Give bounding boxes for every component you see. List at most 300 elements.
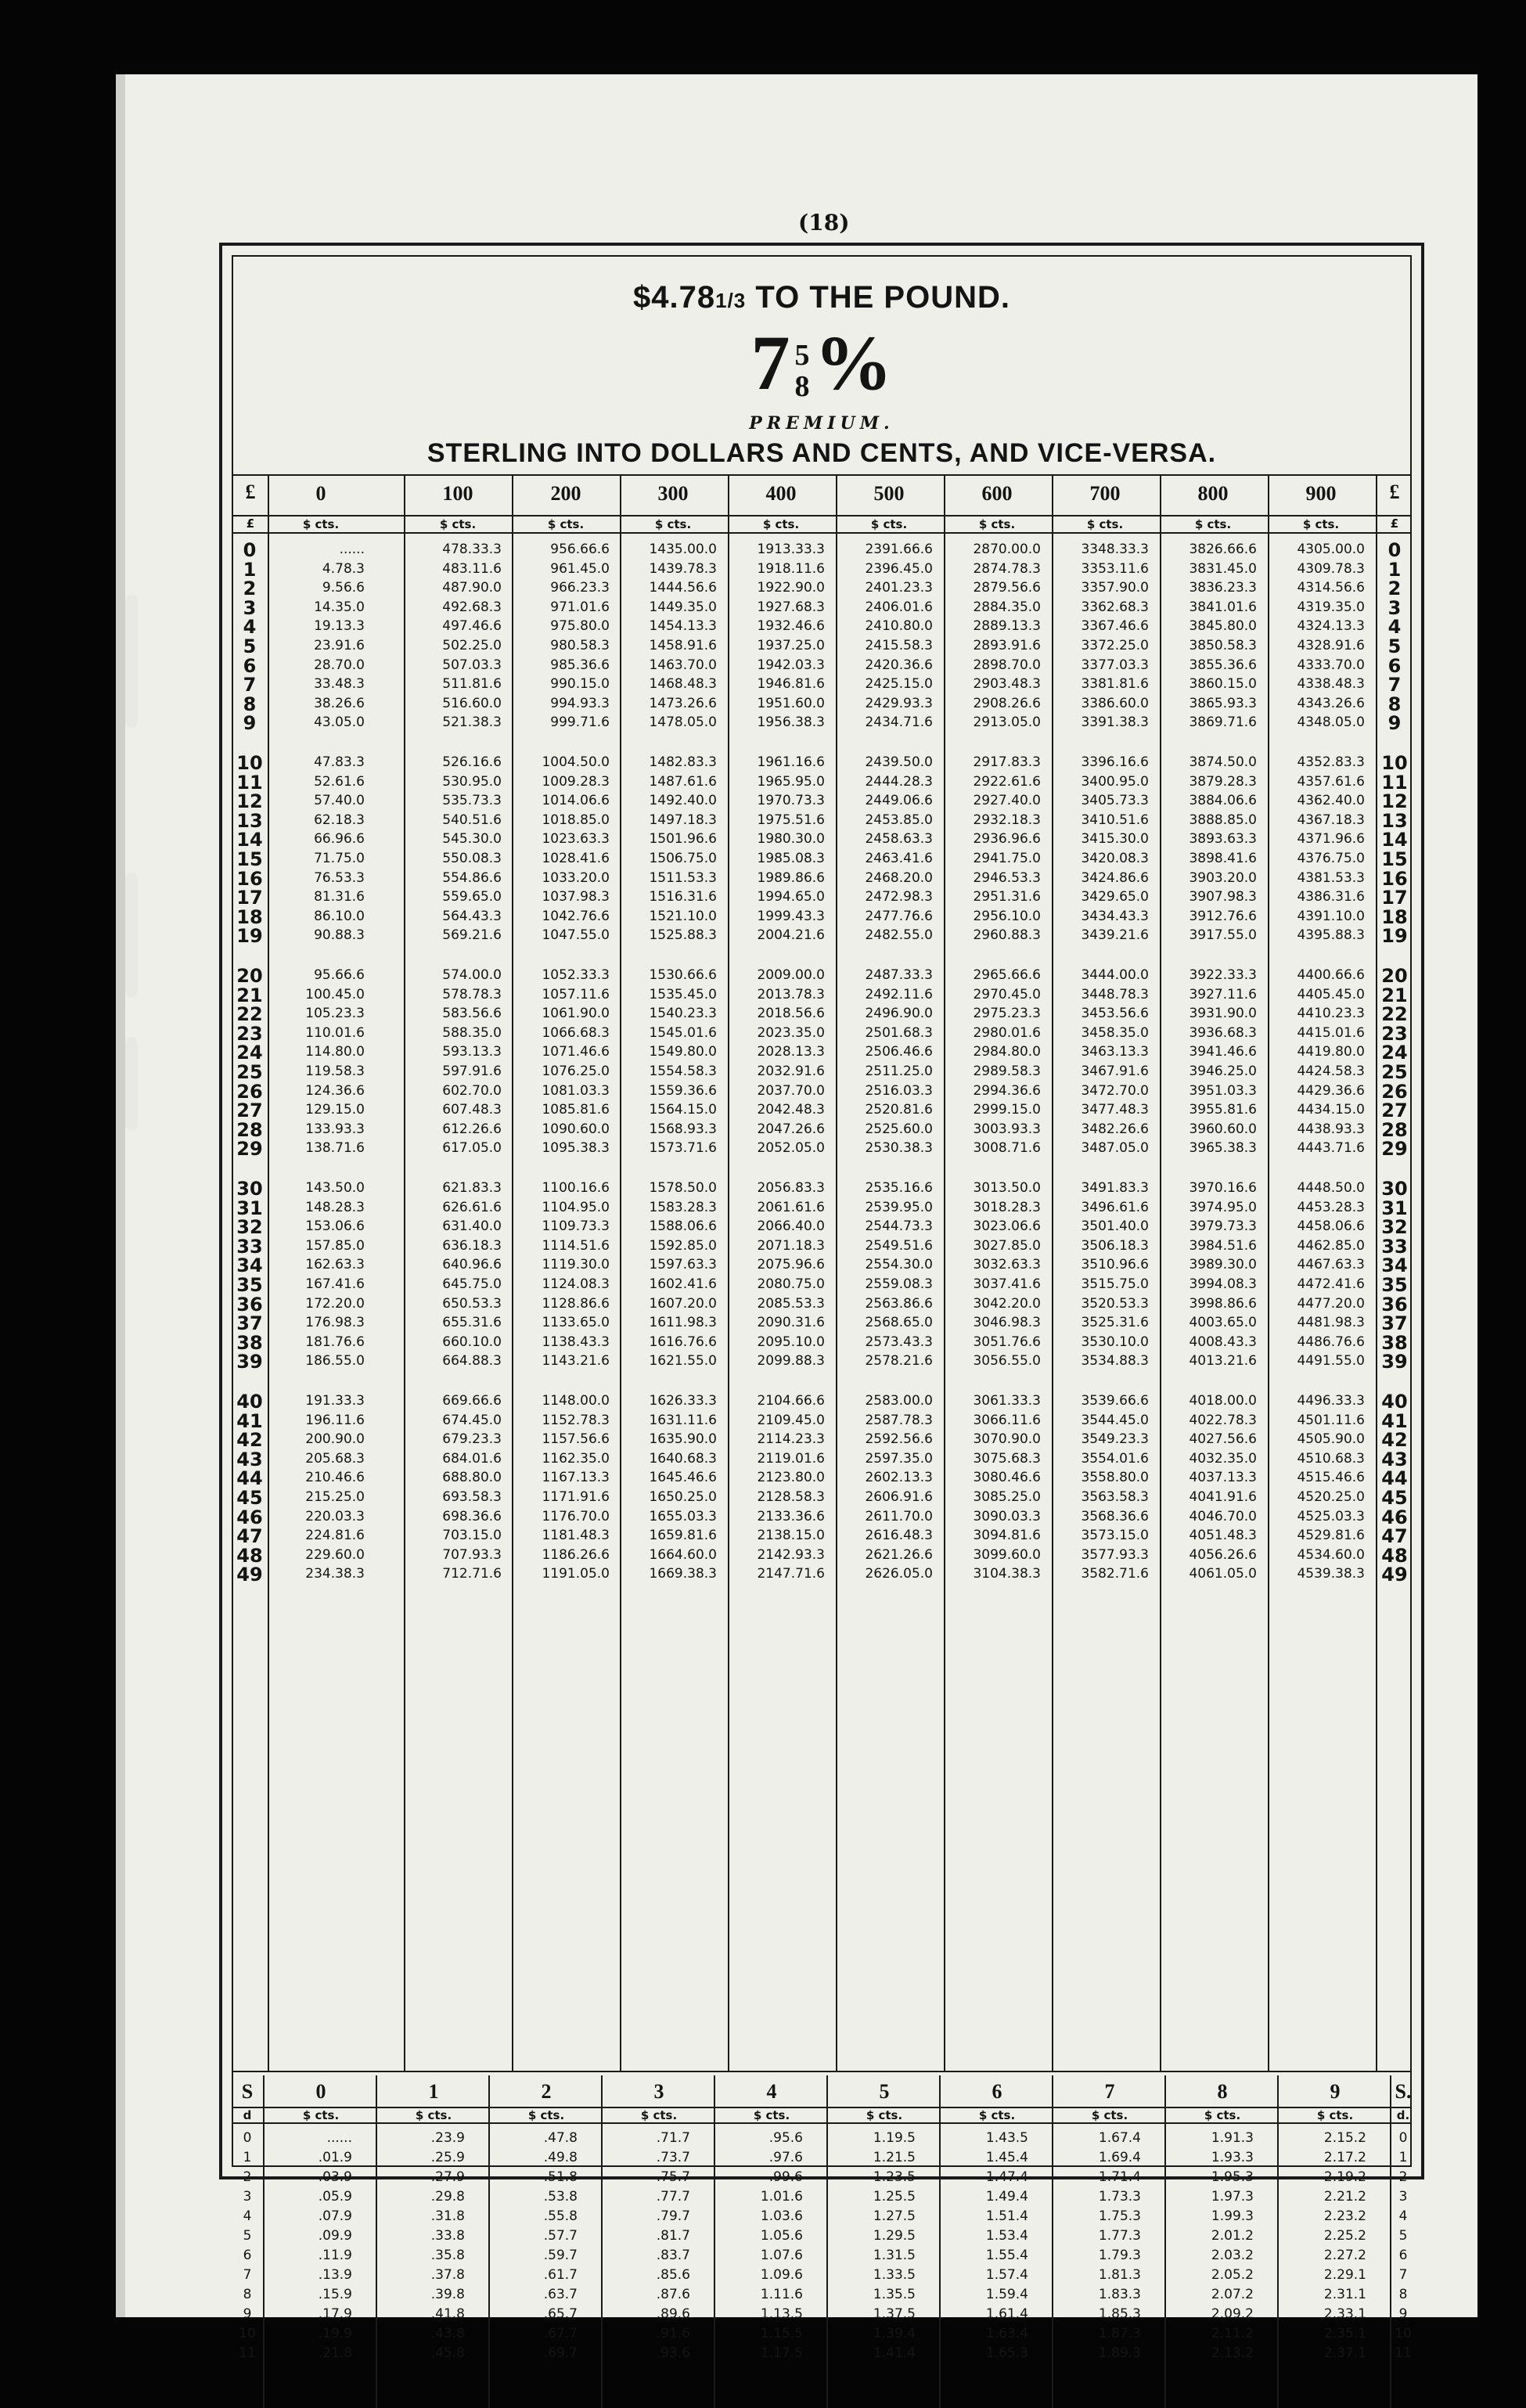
- column-unit: $ cts.: [866, 2108, 903, 2122]
- table-cell: 698.36.6: [442, 1508, 502, 1524]
- table-cell: 1.19.5: [873, 2130, 916, 2146]
- table-cell: 1004.50.0: [542, 754, 610, 770]
- table-cell: 2.17.2: [1323, 2150, 1366, 2165]
- page-number: (18): [798, 210, 850, 236]
- table-cell: .65.7: [543, 2306, 578, 2322]
- row-label: 49: [236, 1564, 263, 1586]
- table-cell: 1119.30.0: [542, 1257, 610, 1273]
- table-cell: 2.33.1: [1323, 2306, 1366, 2322]
- table-cell: .61.7: [543, 2267, 578, 2283]
- table-cell: 2970.45.0: [973, 986, 1041, 1002]
- column-header: 4: [766, 2080, 777, 2103]
- table-cell: 530.95.0: [442, 773, 502, 790]
- table-cell: 2908.26.6: [973, 695, 1041, 711]
- table-cell: 1458.91.6: [649, 638, 717, 653]
- table-cell: 4462.85.0: [1297, 1237, 1365, 1254]
- table-cell: .07.9: [318, 2208, 352, 2224]
- table-cell: 1095.38.3: [542, 1140, 610, 1157]
- table-cell: 3070.90.0: [973, 1431, 1041, 1448]
- table-cell: 3444.00.0: [1081, 967, 1149, 983]
- table-cell: 4305.00.0: [1297, 542, 1365, 557]
- table-cell: 3831.45.0: [1189, 560, 1257, 577]
- row-label: 32: [236, 1216, 263, 1239]
- table-cell: 4529.81.6: [1297, 1528, 1365, 1544]
- table-cell: 1133.65.0: [542, 1315, 610, 1331]
- table-cell: 4405.45.0: [1297, 986, 1365, 1002]
- table-cell: .81.7: [656, 2228, 690, 2244]
- table-cell: 2960.88.3: [973, 927, 1041, 944]
- table-cell: 3927.11.6: [1189, 986, 1257, 1002]
- row-label: 27: [236, 1100, 263, 1122]
- table-cell: 1664.60.0: [649, 1546, 717, 1563]
- table-cell: 2870.00.0: [973, 542, 1041, 557]
- table-cell: 2573.43.3: [865, 1334, 933, 1350]
- table-cell: .25.9: [430, 2150, 465, 2165]
- pence-unit-label: d: [243, 2108, 252, 2122]
- table-cell: 3405.73.3: [1081, 793, 1149, 809]
- table-cell: 4472.41.6: [1297, 1276, 1365, 1292]
- column-divider: [488, 2075, 490, 2408]
- row-label: 1: [243, 2150, 252, 2165]
- table-cell: 1545.01.6: [649, 1024, 717, 1041]
- table-cell: 4362.40.0: [1297, 793, 1365, 809]
- table-cell: 1028.41.6: [542, 851, 610, 866]
- table-cell: 4328.91.6: [1297, 638, 1365, 653]
- table-cell: 4027.56.6: [1189, 1431, 1257, 1448]
- row-label: 11: [239, 2345, 256, 2361]
- row-label: 9: [1398, 2306, 1408, 2322]
- table-cell: 3386.60.0: [1081, 695, 1149, 711]
- column-unit: $ cts.: [978, 2108, 1016, 2122]
- table-cell: 2114.23.3: [757, 1431, 825, 1448]
- row-label: 2: [1398, 2169, 1408, 2185]
- table-cell: 497.46.6: [442, 618, 502, 635]
- row-label: 14: [1381, 829, 1408, 851]
- table-cell: 1985.08.3: [757, 851, 825, 866]
- premium-numerator: 5: [794, 339, 810, 373]
- table-cell: 9.56.6: [322, 580, 365, 596]
- table-cell: 1975.51.6: [757, 812, 825, 828]
- table-cell: 28.70.0: [314, 657, 365, 673]
- table-cell: 569.21.6: [442, 927, 502, 944]
- table-cell: 2874.78.3: [973, 560, 1041, 577]
- table-cell: 3855.36.6: [1189, 657, 1257, 673]
- table-cell: 66.96.6: [314, 831, 365, 848]
- table-cell: 4348.05.0: [1297, 714, 1365, 731]
- pound-corner-label: £: [1389, 481, 1400, 503]
- table-cell: 2.07.2: [1211, 2287, 1254, 2302]
- table-cell: 3501.40.0: [1081, 1218, 1149, 1235]
- table-cell: 3530.10.0: [1081, 1334, 1149, 1350]
- table-cell: 2975.23.3: [973, 1006, 1041, 1022]
- row-label: 27: [1381, 1100, 1408, 1122]
- table-cell: 3884.06.6: [1189, 793, 1257, 809]
- table-cell: 1970.73.3: [757, 793, 825, 809]
- row-label: 35: [1381, 1274, 1408, 1296]
- table-cell: 487.90.0: [442, 580, 502, 596]
- table-cell: 2425.15.0: [865, 676, 933, 693]
- row-label: 33: [236, 1235, 263, 1258]
- table-cell: 1932.46.6: [757, 618, 825, 635]
- table-cell: 597.91.6: [442, 1064, 502, 1079]
- pound-unit-label: £: [1390, 517, 1399, 531]
- table-cell: 4041.91.6: [1189, 1489, 1257, 1505]
- table-cell: 4037.13.3: [1189, 1470, 1257, 1486]
- table-cell: 3893.63.3: [1189, 831, 1257, 848]
- table-cell: 4056.26.6: [1189, 1546, 1257, 1563]
- table-cell: 2879.56.6: [973, 580, 1041, 596]
- table-cell: 1066.68.3: [542, 1024, 610, 1041]
- table-cell: 4467.63.3: [1297, 1257, 1365, 1273]
- table-cell: 1922.90.0: [757, 580, 825, 596]
- table-cell: 176.98.3: [305, 1315, 365, 1331]
- row-label: 30: [1381, 1178, 1408, 1200]
- table-cell: 3534.88.3: [1081, 1353, 1149, 1370]
- table-cell: .23.9: [430, 2130, 465, 2146]
- row-label: 12: [1381, 790, 1408, 813]
- row-label: 22: [236, 1003, 263, 1026]
- table-cell: 3400.95.0: [1081, 773, 1149, 790]
- table-cell: 1659.81.6: [649, 1528, 717, 1544]
- table-cell: 1.99.3: [1211, 2208, 1254, 2224]
- table-cell: 3841.01.6: [1189, 599, 1257, 615]
- table-cell: 1645.46.6: [649, 1470, 717, 1486]
- table-cell: 3008.71.6: [973, 1140, 1041, 1157]
- column-unit: $ cts.: [753, 2108, 790, 2122]
- row-label: 42: [1381, 1429, 1408, 1452]
- table-cell: 2109.45.0: [757, 1412, 825, 1428]
- table-cell: 1014.06.6: [542, 793, 610, 809]
- table-cell: 478.33.3: [442, 542, 502, 557]
- row-label: 5: [243, 2228, 252, 2244]
- table-cell: 3554.01.6: [1081, 1450, 1149, 1467]
- table-cell: 1.81.3: [1098, 2267, 1141, 2283]
- column-header: 9: [1330, 2080, 1341, 2103]
- table-cell: 1.59.4: [985, 2287, 1028, 2302]
- row-label: 9: [243, 712, 257, 735]
- column-divider: [714, 2075, 715, 2408]
- table-cell: .27.9: [430, 2169, 465, 2185]
- table-cell: 1.15.5: [760, 2326, 803, 2341]
- table-cell: 2616.48.3: [865, 1528, 933, 1544]
- table-cell: 994.93.3: [550, 695, 610, 711]
- table-cell: 4419.80.0: [1297, 1044, 1365, 1060]
- table-cell: 3577.93.3: [1081, 1546, 1149, 1563]
- row-label: 26: [1381, 1080, 1408, 1103]
- table-cell: 76.53.3: [314, 869, 365, 886]
- table-cell: 1138.43.3: [542, 1334, 610, 1350]
- table-cell: 2052.05.0: [757, 1140, 825, 1157]
- table-cell: 138.71.6: [305, 1140, 365, 1157]
- table-cell: 1124.08.3: [542, 1276, 610, 1292]
- table-cell: .87.6: [656, 2287, 690, 2302]
- table-cell: 1554.58.3: [649, 1064, 717, 1079]
- column-header: 600: [981, 482, 1013, 505]
- table-cell: 4481.98.3: [1297, 1315, 1365, 1331]
- table-cell: .41.8: [430, 2306, 465, 2322]
- row-label: 3: [243, 596, 257, 619]
- table-cell: 1128.86.6: [542, 1295, 610, 1312]
- table-cell: 1449.35.0: [649, 599, 717, 615]
- row-label: 10: [239, 2326, 256, 2341]
- table-cell: 1.17.5: [760, 2345, 803, 2361]
- table-cell: 196.11.6: [305, 1412, 365, 1428]
- column-unit: $ cts.: [302, 517, 340, 531]
- table-cell: 2.15.2: [1323, 2130, 1366, 2146]
- table-cell: 2468.20.0: [865, 869, 933, 886]
- column-divider: [620, 474, 621, 2071]
- table-cell: 2554.30.0: [865, 1257, 933, 1273]
- table-cell: 3869.71.6: [1189, 714, 1257, 731]
- table-cell: 1444.56.6: [649, 580, 717, 596]
- table-cell: 3984.51.6: [1189, 1237, 1257, 1254]
- table-cell: 4376.75.0: [1297, 851, 1365, 866]
- table-cell: 2.03.2: [1211, 2248, 1254, 2263]
- column-unit: $ cts.: [654, 517, 692, 531]
- table-cell: 602.70.0: [442, 1082, 502, 1099]
- table-cell: 2568.65.0: [865, 1315, 933, 1331]
- column-unit: $ cts.: [1204, 2108, 1241, 2122]
- row-label: 6: [1398, 2248, 1408, 2263]
- table-cell: 4338.48.3: [1297, 676, 1365, 693]
- table-cell: 3367.46.6: [1081, 618, 1149, 635]
- table-cell: 2463.41.6: [865, 851, 933, 866]
- table-cell: 3085.25.0: [973, 1489, 1041, 1505]
- table-cell: 1.61.4: [985, 2306, 1028, 2322]
- row-label: 3: [243, 2189, 252, 2205]
- row-label: 21: [236, 984, 263, 1006]
- row-label: 20: [236, 965, 263, 987]
- row-label: 29: [236, 1138, 263, 1161]
- table-cell: 1009.28.3: [542, 773, 610, 790]
- table-cell: 1478.05.0: [649, 714, 717, 731]
- table-cell: 143.50.0: [305, 1180, 365, 1196]
- table-cell: 1578.50.0: [649, 1180, 717, 1196]
- table-cell: 3434.43.3: [1081, 908, 1149, 924]
- table-cell: 550.08.3: [442, 851, 502, 866]
- table-cell: 1501.96.6: [649, 831, 717, 848]
- row-label: 6: [243, 654, 257, 677]
- table-cell: 2.21.2: [1323, 2189, 1366, 2205]
- table-cell: 1626.33.3: [649, 1393, 717, 1409]
- column-divider: [836, 474, 837, 2071]
- table-cell: 1.89.3: [1098, 2345, 1141, 2361]
- table-cell: 1487.61.6: [649, 773, 717, 790]
- shilling-corner-label: S: [241, 2080, 254, 2103]
- table-cell: 4534.60.0: [1297, 1546, 1365, 1563]
- table-cell: 4453.28.3: [1297, 1199, 1365, 1215]
- table-cell: 71.75.0: [314, 851, 365, 866]
- table-cell: 1.07.6: [760, 2248, 803, 2263]
- table-cell: 2434.71.6: [865, 714, 933, 731]
- table-cell: 3525.31.6: [1081, 1315, 1149, 1331]
- row-label: 32: [1381, 1216, 1408, 1239]
- table-cell: 2621.26.6: [865, 1546, 933, 1563]
- table-cell: 621.83.3: [442, 1180, 502, 1196]
- table-cell: 617.05.0: [442, 1140, 502, 1157]
- table-cell: 3836.23.3: [1189, 580, 1257, 596]
- table-cell: 2487.33.3: [865, 967, 933, 983]
- table-cell: 1492.40.0: [649, 793, 717, 809]
- table-cell: 4491.55.0: [1297, 1353, 1365, 1370]
- premium-percentage: [233, 318, 1410, 408]
- table-cell: .39.8: [430, 2287, 465, 2302]
- table-cell: 2936.96.6: [973, 831, 1041, 848]
- table-cell: 1463.70.0: [649, 657, 717, 673]
- table-cell: 3582.71.6: [1081, 1566, 1149, 1582]
- row-label: 31: [236, 1197, 263, 1219]
- rate-value: $4.78: [633, 280, 716, 315]
- table-cell: .71.7: [656, 2130, 690, 2146]
- table-cell: 1.09.6: [760, 2267, 803, 2283]
- table-cell: .13.9: [318, 2267, 352, 2283]
- rule-shilling-units: [233, 2122, 1410, 2124]
- row-label: 31: [1381, 1197, 1408, 1219]
- table-cell: 3936.68.3: [1189, 1024, 1257, 1041]
- rule-header: [233, 515, 1410, 517]
- table-cell: 1.31.5: [873, 2248, 916, 2263]
- table-cell: 4400.66.6: [1297, 967, 1365, 983]
- table-cell: 1.37.5: [873, 2306, 916, 2322]
- table-cell: 3094.81.6: [973, 1528, 1041, 1544]
- table-cell: 2410.80.0: [865, 618, 933, 635]
- row-label: 4: [1387, 616, 1402, 639]
- table-cell: 2578.21.6: [865, 1353, 933, 1370]
- table-cell: 3003.93.3: [973, 1121, 1041, 1137]
- table-cell: 2492.11.6: [865, 986, 933, 1002]
- column-header: 7: [1104, 2080, 1115, 2103]
- table-cell: 1.35.5: [873, 2287, 916, 2302]
- table-cell: 3955.81.6: [1189, 1102, 1257, 1118]
- table-cell: 985.36.6: [550, 657, 610, 673]
- table-cell: 191.33.3: [305, 1393, 365, 1409]
- table-cell: 3396.16.6: [1081, 754, 1149, 770]
- table-cell: 3826.66.6: [1189, 542, 1257, 557]
- table-cell: .17.9: [318, 2306, 352, 2322]
- row-label: 41: [236, 1409, 263, 1432]
- table-cell: 2530.38.3: [865, 1140, 933, 1157]
- row-label: 7: [1398, 2267, 1408, 2283]
- table-cell: 2.13.2: [1211, 2345, 1254, 2361]
- table-cell: 2.23.2: [1323, 2208, 1366, 2224]
- table-cell: 2506.46.6: [865, 1044, 933, 1060]
- table-cell: 1616.76.6: [649, 1334, 717, 1350]
- table-cell: 1951.60.0: [757, 695, 825, 711]
- table-frame: [219, 243, 1424, 2361]
- row-label: 6: [243, 2248, 252, 2263]
- table-cell: .53.8: [543, 2189, 578, 2205]
- table-cell: 33.48.3: [314, 676, 365, 693]
- table-cell: 19.13.3: [314, 618, 365, 635]
- table-cell: 1.73.3: [1098, 2189, 1141, 2205]
- table-cell: 3898.41.6: [1189, 851, 1257, 866]
- table-cell: .97.6: [768, 2150, 803, 2165]
- row-label: 47: [1381, 1525, 1408, 1548]
- table-cell: 516.60.0: [442, 695, 502, 711]
- table-cell: 535.73.3: [442, 793, 502, 809]
- table-cell: 1635.90.0: [649, 1431, 717, 1448]
- table-cell: 3410.51.6: [1081, 812, 1149, 828]
- table-cell: 1611.98.3: [649, 1315, 717, 1331]
- column-divider: [1052, 474, 1053, 2071]
- row-label: 44: [1381, 1467, 1408, 1490]
- rate-text: TO THE POUND.: [746, 280, 1010, 315]
- column-unit: $ cts.: [1316, 2108, 1354, 2122]
- table-cell: 956.66.6: [550, 542, 610, 557]
- column-divider: [1164, 2075, 1166, 2408]
- table-cell: 210.46.6: [305, 1470, 365, 1486]
- table-cell: 1033.20.0: [542, 869, 610, 886]
- table-cell: 1.51.4: [985, 2208, 1028, 2224]
- table-cell: 3970.16.6: [1189, 1180, 1257, 1196]
- table-cell: 612.26.6: [442, 1121, 502, 1137]
- table-cell: 3013.50.0: [973, 1180, 1041, 1196]
- table-cell: 4352.83.3: [1297, 754, 1365, 770]
- table-cell: 3420.08.3: [1081, 851, 1149, 866]
- column-header: 0: [315, 482, 326, 505]
- row-label: 5: [1387, 635, 1402, 657]
- table-cell: .75.7: [656, 2169, 690, 2185]
- table-cell: 626.61.6: [442, 1199, 502, 1215]
- column-unit: $ cts.: [439, 517, 477, 531]
- row-label: 29: [1381, 1138, 1408, 1161]
- table-cell: 3888.85.0: [1189, 812, 1257, 828]
- table-cell: 3023.06.6: [973, 1218, 1041, 1235]
- table-cell: 1530.66.6: [649, 967, 717, 983]
- table-cell: 3917.55.0: [1189, 927, 1257, 944]
- table-cell: 1.69.4: [1098, 2150, 1141, 2165]
- table-cell: 1435.00.0: [649, 542, 717, 557]
- table-cell: 1071.46.6: [542, 1044, 610, 1060]
- table-cell: 2587.78.3: [865, 1412, 933, 1428]
- table-cell: 4003.65.0: [1189, 1315, 1257, 1331]
- table-cell: 4018.00.0: [1189, 1393, 1257, 1409]
- column-divider: [404, 474, 405, 2071]
- table-cell: 3362.68.3: [1081, 599, 1149, 615]
- column-unit: $ cts.: [978, 517, 1016, 531]
- rule-top: [233, 474, 1410, 476]
- row-label: 17: [236, 887, 263, 909]
- row-label: 48: [1381, 1544, 1408, 1567]
- row-label: 47: [236, 1525, 263, 1548]
- table-cell: 2482.55.0: [865, 927, 933, 944]
- row-label: 30: [236, 1178, 263, 1200]
- table-cell: 1994.65.0: [757, 889, 825, 905]
- table-cell: 1.01.6: [760, 2189, 803, 2205]
- table-cell: 1052.33.3: [542, 967, 610, 983]
- table-cell: 57.40.0: [314, 793, 365, 809]
- table-cell: .59.7: [543, 2248, 578, 2263]
- table-cell: .15.9: [318, 2287, 352, 2302]
- table-cell: 1.93.3: [1211, 2150, 1254, 2165]
- table-cell: 707.93.3: [442, 1546, 502, 1563]
- binding-mark: [125, 873, 138, 998]
- table-cell: 1.23.5: [873, 2169, 916, 2185]
- table-cell: 3463.13.3: [1081, 1044, 1149, 1060]
- row-label: 2: [243, 2169, 252, 2185]
- table-cell: 3467.91.6: [1081, 1064, 1149, 1079]
- row-label: 35: [236, 1274, 263, 1296]
- table-cell: 684.01.6: [442, 1450, 502, 1467]
- pence-unit-label: d.: [1396, 2108, 1410, 2122]
- table-cell: 1918.11.6: [757, 560, 825, 577]
- table-cell: 2075.96.6: [757, 1257, 825, 1273]
- table-cell: 90.88.3: [314, 927, 365, 944]
- table-cell: 3994.08.3: [1189, 1276, 1257, 1292]
- table-cell: .85.6: [656, 2267, 690, 2283]
- table-cell: 2583.00.0: [865, 1393, 933, 1409]
- table-cell: 2080.75.0: [757, 1276, 825, 1292]
